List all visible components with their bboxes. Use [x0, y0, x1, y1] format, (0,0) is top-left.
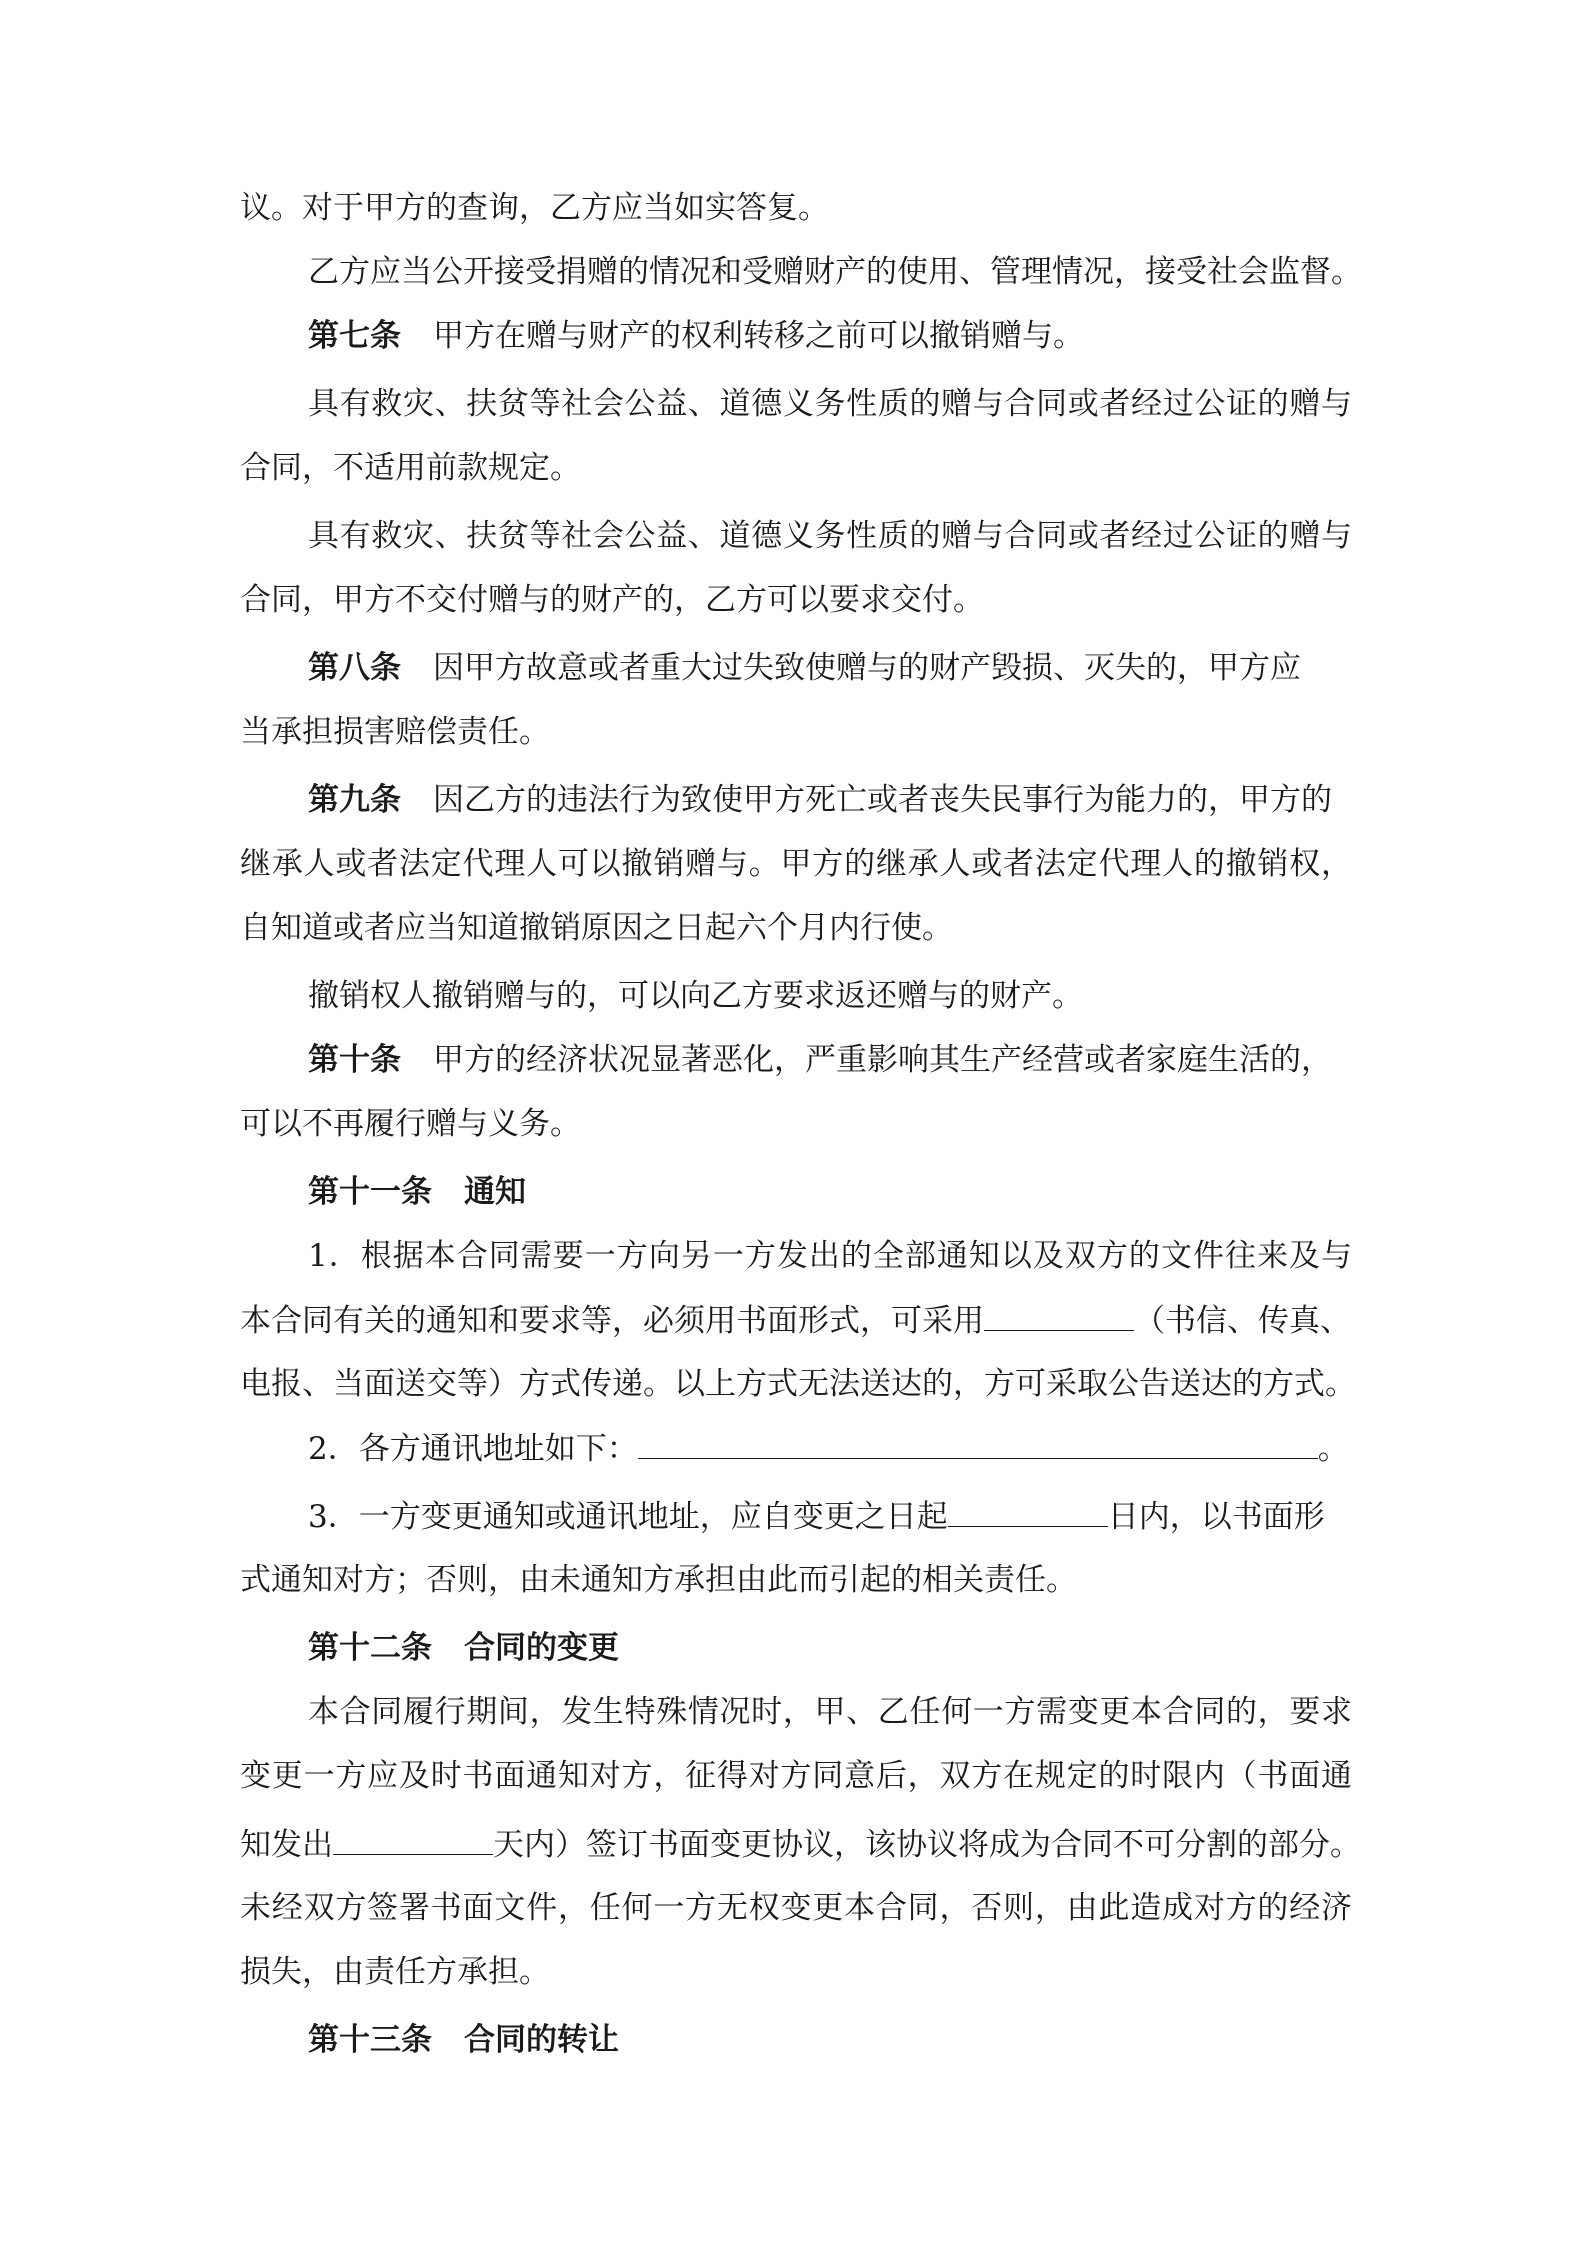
- text: 本合同履行期间，发生特殊情况时，甲、乙任何一方需变更本合同的，要求: [308, 1694, 1352, 1730]
- text: （书信、传真、: [1134, 1303, 1351, 1339]
- text: 议。对于甲方的查询，乙方应当如实答复。: [240, 190, 829, 226]
- article-text: 因乙方的违法行为致使甲方死亡或者丧失民事行为能力的，甲方的: [433, 782, 1332, 818]
- text: 变更一方应及时书面通知对方，征得对方同意后，双方在规定的时限内（书面通: [240, 1758, 1352, 1794]
- paragraph-line: [240, 908, 953, 948]
- paragraph-line: [308, 1428, 1349, 1468]
- text: 电报、当面送交等）方式传递。以上方式无法送达的，方可采取公告送达的方式。: [240, 1366, 1356, 1402]
- article-text: 甲方在赠与财产的权利转移之前可以撤销赠与。: [433, 318, 1084, 354]
- paragraph-line: [308, 516, 1352, 556]
- text: 自知道或者应当知道撤销原因之日起六个月内行使。: [240, 910, 953, 946]
- paragraph-line: [240, 1952, 550, 1992]
- text: 继承人或者法定代理人可以撤销赠与。甲方的继承人或者法定代理人的撤销权，: [240, 846, 1352, 882]
- paragraph-line: [308, 1496, 1325, 1536]
- text: 式通知对方；否则，由未通知方承担由此而引起的相关责任。: [240, 1562, 1077, 1598]
- paragraph-line: [308, 1236, 1352, 1276]
- article-title: 第九条: [308, 782, 401, 818]
- article-title: 第十一条: [308, 1174, 432, 1210]
- days-blank[interactable]: [948, 1496, 1108, 1527]
- article-10-heading: [308, 1040, 1332, 1080]
- article-title: 第八条: [308, 650, 401, 686]
- text: 乙方应当公开接受捐赠的情况和受赠财产的使用、管理情况，接受社会监督。: [308, 254, 1362, 290]
- text: 合同，不适用前款规定。: [240, 450, 581, 486]
- article-title: 第十条: [308, 1042, 401, 1078]
- article-9-heading: [308, 780, 1332, 820]
- paragraph-line: [240, 844, 1352, 884]
- paragraph-line: [240, 1300, 1351, 1340]
- text: 本合同有关的通知和要求等，必须用书面形式，可采用: [240, 1303, 984, 1339]
- text: 未经双方签署书面文件，任何一方无权变更本合同，否则，由此造成对方的经济: [240, 1890, 1352, 1926]
- method-blank[interactable]: [984, 1300, 1134, 1331]
- article-title: 第七条: [308, 318, 401, 354]
- article-subject: 通知: [464, 1174, 526, 1210]
- paragraph-line: [240, 1824, 1361, 1864]
- text: 1．根据本合同需要一方向另一方发出的全部通知以及双方的文件往来及与: [308, 1238, 1352, 1274]
- paragraph-line: [240, 580, 984, 620]
- text: 具有救灾、扶贫等社会公益、道德义务性质的赠与合同或者经过公证的赠与: [308, 386, 1352, 422]
- text: 损失，由责任方承担。: [240, 1954, 550, 1990]
- text: 知发出: [240, 1827, 333, 1863]
- paragraph-line: [308, 384, 1352, 424]
- article-text: 因甲方故意或者重大过失致使赠与的财产毁损、灭失的，甲方应: [433, 650, 1301, 686]
- paragraph-line: [240, 448, 581, 488]
- article-12-heading: [308, 1628, 619, 1668]
- paragraph-line: [240, 1104, 581, 1144]
- text: 撤销权人撤销赠与的，可以向乙方要求返还赠与的财产。: [308, 978, 1083, 1014]
- paragraph-line: [240, 1756, 1352, 1796]
- article-text: 甲方的经济状况显著恶化，严重影响其生产经营或者家庭生活的，: [433, 1042, 1332, 1078]
- article-title: 第十二条: [308, 1630, 432, 1666]
- paragraph-line: [240, 712, 550, 752]
- address-blank[interactable]: [638, 1428, 1318, 1459]
- paragraph-line: [240, 1560, 1077, 1600]
- article-7-heading: [308, 316, 1084, 356]
- text: 3．一方变更通知或通讯地址，应自变更之日起: [308, 1499, 948, 1535]
- article-subject: 合同的变更: [464, 1630, 619, 1666]
- article-8-heading: [308, 648, 1301, 688]
- paragraph-line: [308, 1692, 1352, 1732]
- text: 可以不再履行赠与义务。: [240, 1106, 581, 1142]
- paragraph-line: [240, 188, 829, 228]
- text: 日内，以书面形: [1107, 1499, 1325, 1535]
- article-11-heading: [308, 1172, 526, 1212]
- text: 合同，甲方不交付赠与的财产的，乙方可以要求交付。: [240, 582, 984, 618]
- article-title: 第十三条: [308, 2022, 432, 2058]
- paragraph-line: [240, 1888, 1352, 1928]
- paragraph-line: [308, 976, 1083, 1016]
- text: 当承担损害赔偿责任。: [240, 714, 550, 750]
- text: 天内）签订书面变更协议，该协议将成为合同不可分割的部分。: [493, 1827, 1361, 1863]
- text: 具有救灾、扶贫等社会公益、道德义务性质的赠与合同或者经过公证的赠与: [308, 518, 1352, 554]
- paragraph-line: [240, 1364, 1356, 1404]
- text: 。: [1317, 1431, 1349, 1467]
- text: 2．各方通讯地址如下：: [308, 1431, 638, 1467]
- article-subject: 合同的转让: [464, 2022, 619, 2058]
- article-13-heading: [308, 2020, 619, 2060]
- paragraph-line: [308, 252, 1362, 292]
- change-days-blank[interactable]: [333, 1824, 493, 1855]
